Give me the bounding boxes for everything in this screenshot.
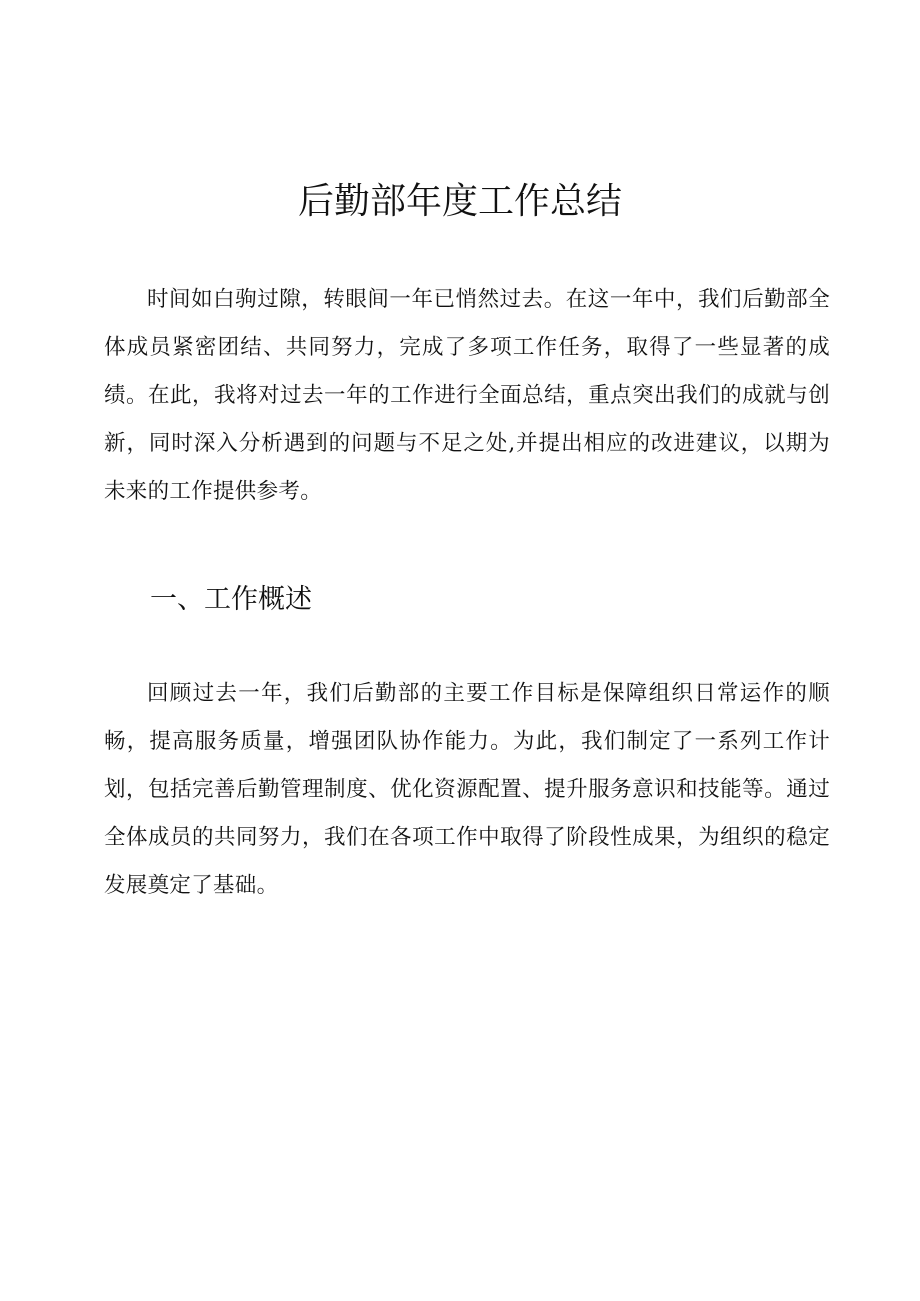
document-title: 后勤部年度工作总结 bbox=[297, 181, 622, 222]
intro-paragraph: 时间如白驹过隙，转眼间一年已悄然过去。在这一年中，我们后勤部全体成员紧密团结、共同努力，完成了多项工作任务，取得了一些显著的成绩。在此，我将对过去一年的工作进行全面总结，重点突出我们的成就与创新，同时深入分析遇到的问题与不足之处,并提出相应的改进建议，以期为未来的工作提供参考。 bbox=[104, 287, 830, 504]
section-paragraph-overview: 回顾过去一年，我们后勤部的主要工作目标是保障组织日常运作的顺畅，提高服务质量，增强团队协作能力。为此，我们制定了一系列工作计划，包括完善后勤管理制度、优化资源配置、提升服务意识和技能等。通过全体成员的共同努力，我们在各项工作中取得了阶段性成果，为组织的稳定发展奠定了基础。 bbox=[104, 681, 830, 898]
section-heading-overview: 一、工作概述 bbox=[150, 584, 312, 615]
